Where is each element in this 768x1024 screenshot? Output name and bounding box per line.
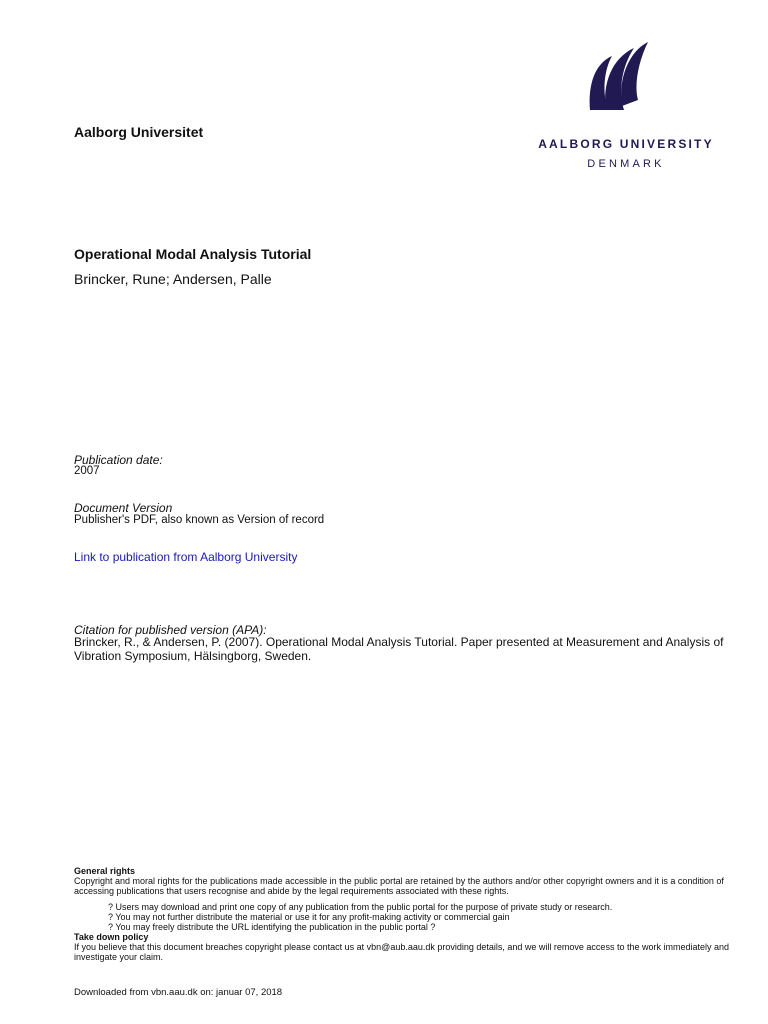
citation-text: Brincker, R., & Andersen, P. (2007). Operational Modal Analysis Tutorial. Paper presented at Measurement and Analysis of Vibration Symposium, Hälsingborg, Sweden. <box>74 635 724 663</box>
publication-date-value: 2007 <box>74 465 100 477</box>
university-logo <box>524 40 728 180</box>
publication-link[interactable]: Link to publication from Aalborg University <box>74 550 298 564</box>
publication-date-label: Publication date: <box>74 453 163 467</box>
publication-authors: Brincker, Rune; Andersen, Palle <box>74 271 272 287</box>
document-version-label: Document Version <box>74 501 173 515</box>
logo-university-name: AALBORG UNIVERSITY <box>538 137 714 151</box>
publication-title: Operational Modal Analysis Tutorial <box>74 246 312 262</box>
takedown-text: If you believe that this document breaches copyright please contact us at vbn@aub.aau.dk providing details, and we will remove access to the work immediately and investigate your claim. <box>74 942 729 962</box>
logo-country: DENMARK <box>587 158 665 170</box>
rights-bullet: ? You may not further distribute the material or use it for any profit-making activity or commercial gain <box>108 912 510 922</box>
rights-section <box>74 866 734 962</box>
rights-bullet-list <box>108 902 734 932</box>
university-name: Aalborg Universitet <box>74 124 204 140</box>
citation-label: Citation for published version (APA): <box>74 623 267 637</box>
rights-bullet: ? Users may download and print one copy of any publication from the public portal for the purpose of private study or research. <box>108 902 613 912</box>
takedown-title: Take down policy <box>74 932 149 942</box>
rights-bullet: ? You may freely distribute the URL identifying the publication in the public portal ? <box>108 922 436 932</box>
general-rights-text: Copyright and moral rights for the publications made accessible in the public portal are retained by the authors and/or other copyright owners and it is a condition of accessing publications that users recognise and abide by the legal requirements associated with these rights. <box>74 876 724 896</box>
download-note: Downloaded from vbn.aau.dk on: januar 07, 2018 <box>74 987 283 998</box>
general-rights-title: General rights <box>74 866 136 876</box>
aalborg-wave-logo-icon <box>582 40 654 116</box>
document-version-value: Publisher's PDF, also known as Version of record <box>74 514 325 526</box>
